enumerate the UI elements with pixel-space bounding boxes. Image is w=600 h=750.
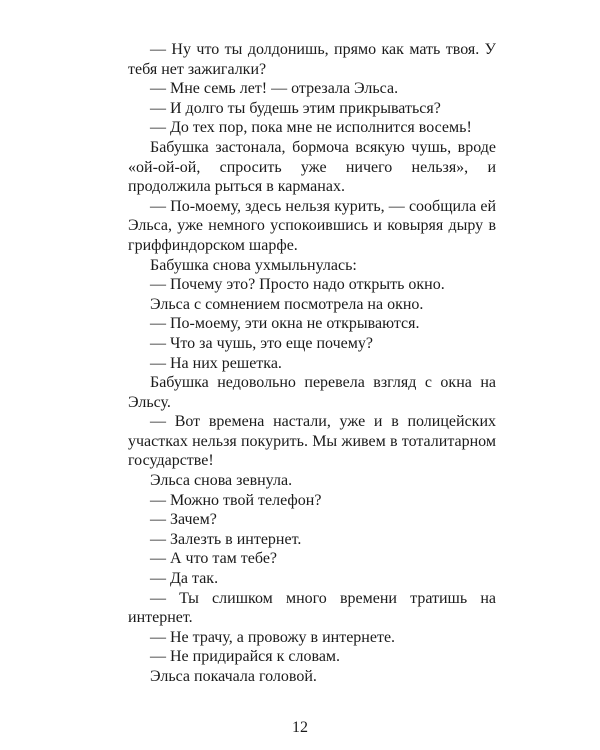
paragraph: — Мне семь лет! — отрезала Эльса. — [150, 80, 399, 98]
paragraph: — Залезть в интернет. — [150, 530, 302, 548]
paragraph: — Зачем? — [150, 511, 217, 529]
paragraph: Эльса снова зевнула. — [150, 472, 293, 490]
paragraph: — По-моему, эти окна не открываются. — [150, 315, 420, 333]
paragraph: — Ты слишком много времени тратишь на интернет. — [128, 589, 496, 627]
paragraph: — По-моему, здесь нельзя курить, — сообщила ей Эльса, уже немного успокоившись и ковыряя дыру в гриффиндорском шарфе. — [128, 197, 496, 254]
paragraph: — А что там тебе? — [150, 550, 278, 568]
paragraph: Бабушка недовольно перевела взгляд с окна на Эльсу. — [128, 374, 496, 411]
paragraph: — Что за чушь, это еще почему? — [150, 334, 373, 352]
paragraph: — И долго ты будешь этим прикрываться? — [150, 99, 441, 117]
paragraph: — До тех пор, пока мне не исполнится восемь! — [150, 119, 472, 137]
paragraph: — На них решетка. — [150, 354, 282, 372]
page-number: 12 — [292, 719, 308, 736]
paragraph: — Почему это? Просто надо открыть окно. — [150, 276, 445, 294]
paragraph: Бабушка застонала, бормоча всякую чушь, вроде «ой-ой-ой, спросить уже ничего нельзя», и продолжила рыться в карманах. — [128, 138, 496, 196]
paragraph: Эльса с сомнением посмотрела на окно. — [150, 295, 424, 313]
paragraph: Эльса покачала головой. — [150, 668, 317, 685]
paragraph: — Не трачу, а провожу в интернете. — [150, 628, 396, 646]
paragraph: — Вот времена настали, уже и в полицейских участках нельзя покурить. Мы живем в тоталитарном государстве! — [128, 413, 496, 470]
paragraph: — Можно твой телефон? — [150, 491, 322, 509]
paragraph: Бабушка снова ухмыльнулась: — [150, 256, 357, 274]
paragraph: — Да так. — [150, 570, 219, 588]
paragraph: — Ну что ты долдонишь, прямо как мать твоя. У тебя нет зажигалки? — [128, 41, 496, 78]
paragraph: — Не придирайся к словам. — [150, 648, 341, 666]
page-text — [128, 40, 496, 687]
